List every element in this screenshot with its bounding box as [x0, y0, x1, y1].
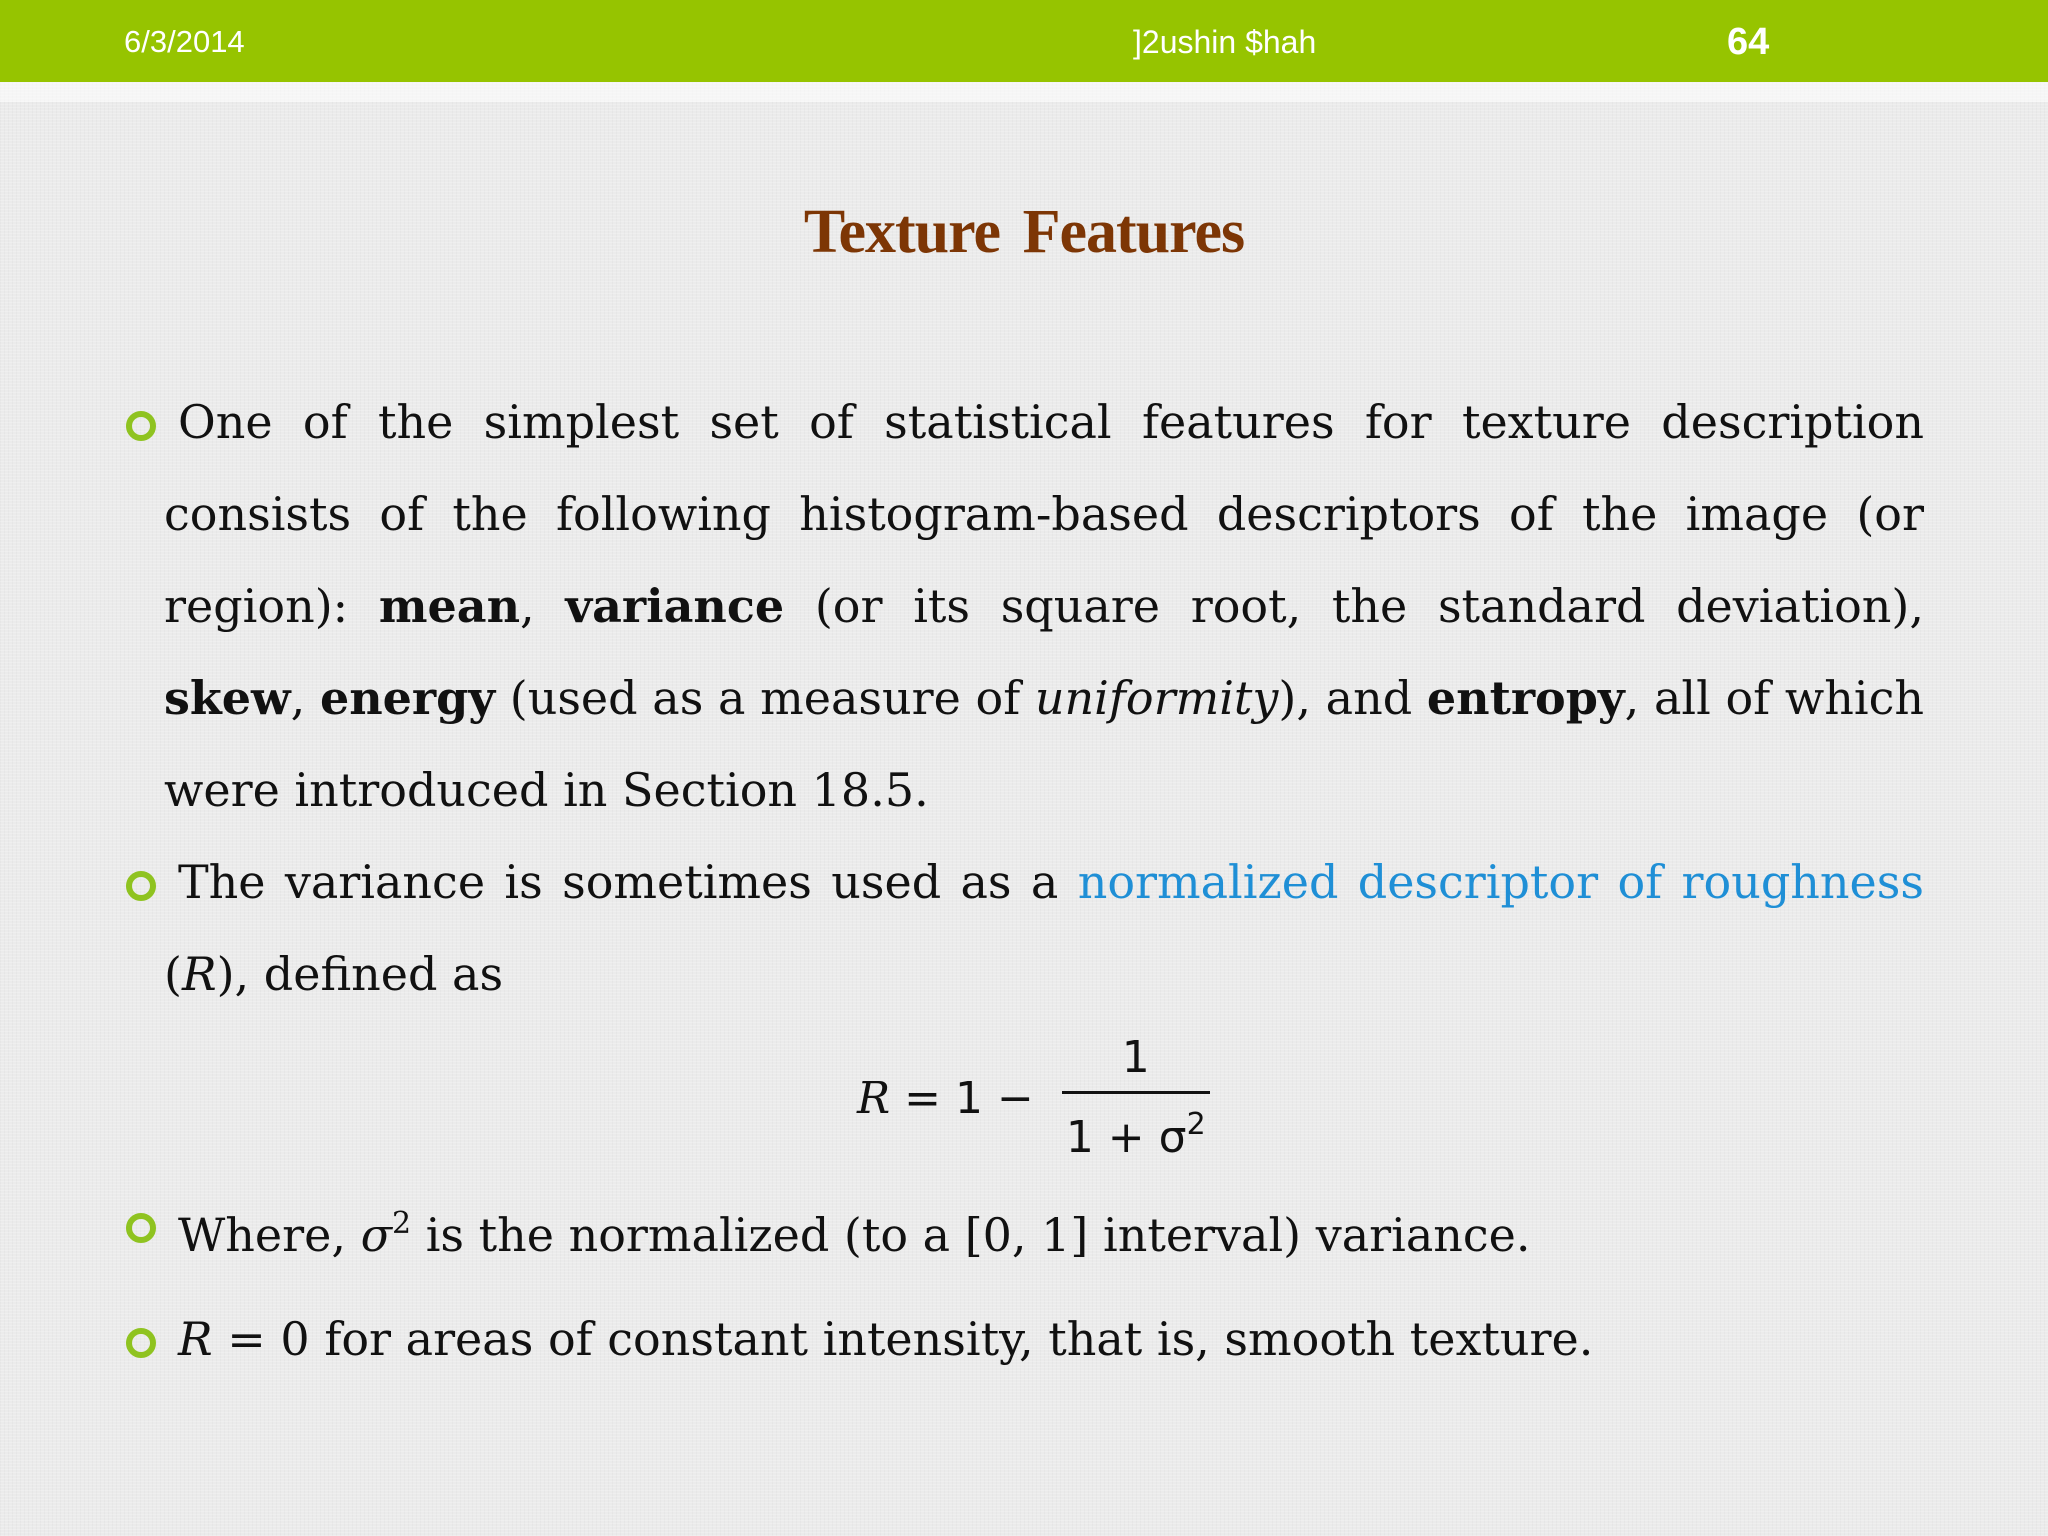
term-variance: variance — [565, 579, 785, 633]
bullet-text: ( — [164, 947, 182, 1001]
bullet-item-1 — [164, 376, 1924, 836]
header-bar — [0, 0, 2048, 82]
roughness-link-text: normalized descriptor of roughness — [1077, 855, 1924, 909]
equation-fraction — [1062, 1031, 1210, 1165]
bullet-text: , — [290, 671, 320, 725]
hollow-circle-icon — [126, 871, 156, 901]
term-uniformity: uniformity — [1034, 671, 1279, 725]
slide-body — [164, 376, 1924, 1391]
hollow-circle-icon — [126, 411, 156, 441]
equation-numerator: 1 — [1121, 1032, 1150, 1083]
bullet-text: ), defined as — [216, 947, 504, 1001]
slide-author: ]2ushin $hah — [1133, 24, 1317, 60]
bullet-text: Where, — [178, 1208, 361, 1262]
bullet-text: (used as a measure of — [495, 671, 1035, 725]
bullet-text: The variance is sometimes used as a — [178, 855, 1078, 909]
hollow-circle-icon — [126, 1213, 156, 1243]
equation-denominator-wrap — [1062, 1091, 1210, 1165]
bullet-text: (or its square root, the standard deviation), — [784, 579, 1924, 633]
bullet-item-2 — [164, 836, 1924, 1020]
symbol-sigma: σ — [360, 1208, 392, 1262]
symbol-r: R — [181, 947, 217, 1001]
slide-date: 6/3/2014 — [124, 24, 245, 59]
bullet-text: , all of which were introduced in Section 18.5. — [164, 671, 1924, 817]
bullet-text: is the normalized (to a [0, 1] interval) variance. — [411, 1208, 1531, 1262]
slide-title: Texture Features — [803, 198, 1245, 266]
term-skew: skew — [164, 671, 291, 725]
sigma-exponent: 2 — [392, 1206, 412, 1241]
header-divider — [0, 82, 2048, 102]
term-entropy: entropy — [1426, 671, 1625, 725]
equation-operator: = 1 − — [890, 1072, 1048, 1124]
bullet-text: One of the simplest set of statistical features for texture description consists of the following histogram-based descriptors of the image (or region): — [164, 395, 1924, 633]
equation-exponent: 2 — [1186, 1107, 1206, 1142]
bullet-text: = 0 for areas of constant intensity, that is, smooth texture. — [212, 1312, 1594, 1366]
roughness-equation — [164, 1024, 1924, 1172]
bullet-text: , — [520, 579, 566, 633]
bullet-item-3 — [164, 1172, 1924, 1287]
equation-denominator: 1 + σ — [1065, 1112, 1187, 1163]
hollow-circle-icon — [126, 1328, 156, 1358]
symbol-r: R — [178, 1312, 213, 1366]
bullet-item-4 — [164, 1287, 1924, 1391]
equation-lhs: R — [857, 1072, 891, 1124]
bullet-text: ), and — [1278, 671, 1427, 725]
term-energy: energy — [319, 671, 496, 725]
term-mean: mean — [378, 579, 521, 633]
page-number: 64 — [1727, 21, 1770, 63]
